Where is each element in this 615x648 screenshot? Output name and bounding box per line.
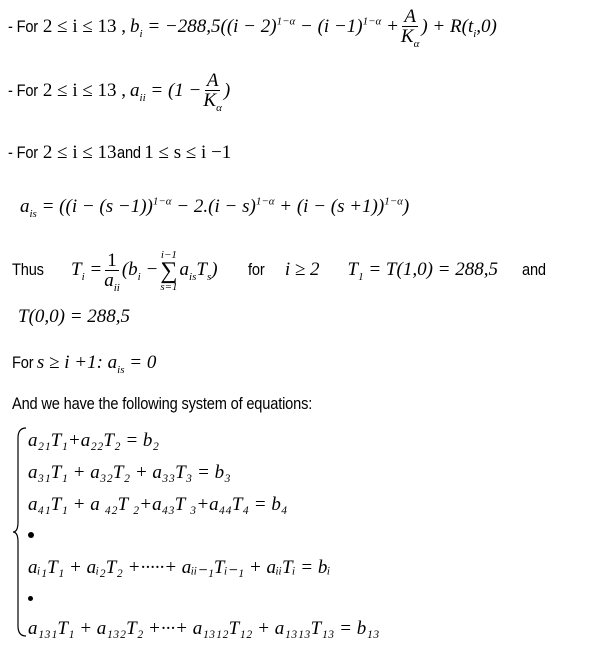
system-eq-i: aᵢ₁T₁ + aᵢ₂T₂ +·····+ aᵢᵢ₋₁Tᵢ₋₁ + aᵢᵢTᵢ = bᵢ (28, 557, 331, 578)
system-eq-1: a₂₁T₁+a₂₂T₂ = b₂ (28, 430, 160, 451)
t1-value: = T(1,0) = 288,5 (363, 259, 498, 281)
line3-label: - For (8, 143, 39, 162)
bullet-dot (28, 596, 33, 601)
a-ii-symbol: a (130, 79, 140, 101)
fraction-a-over-k: $\frac{A}{K_\alpha}$ (400, 6, 420, 50)
a-is-symbol: a (20, 196, 30, 217)
thus-label: Thus (12, 260, 44, 280)
line7-label: For (12, 353, 34, 372)
t00-value: T(0,0) = 288,5 (18, 306, 131, 327)
fraction-a-over-k-2: $\frac{A}{K_\alpha}$ (203, 70, 222, 114)
summation-symbol: i−1 ∑ s=1 (160, 249, 178, 293)
equation-a-is: $a_{is} = ((i - (s -1))^{1-\alpha} - 2.(i - s)^{1-\alpha} + (i - (s +1))^{1-\alpha})$ (20, 195, 410, 220)
line1-tail: ) + R(t (421, 15, 474, 37)
for-label: for (247, 260, 265, 280)
line1-eq-rest: = −288,5((i − 2) (142, 15, 277, 37)
system-eq-2: a₃₁T₁ + a₃₂T₂ + a₃₃T₃ = b₃ (28, 462, 231, 483)
line1-mid: − (i −1) (295, 15, 363, 37)
line1-label: - For (8, 16, 39, 36)
and-label: and (521, 260, 546, 280)
line2-range: 2 ≤ i ≤ 13 , (42, 79, 127, 101)
range-condition (8, 142, 231, 164)
line1-exp1: 1−α (276, 15, 296, 28)
equation-t-i: Thus $T_i$ = $\frac{1}{a_{ii}}$ ($b_i$ − i−1 ∑ s=1 $a_{is}T_s$) for i ≥ 2 $T_1 = T(1,0) = 288,5$ and (12, 249, 546, 294)
b-symbol: b (130, 15, 140, 37)
condition-i-ge-2: i ≥ 2 (284, 259, 320, 281)
line2-label: - For (8, 80, 39, 100)
fraction-1-over-a-ii: $\frac{1}{a_{ii}}$ (104, 249, 120, 294)
line2-eq: = (1 − (145, 79, 202, 101)
line3-range: 2 ≤ i ≤ 13 (42, 142, 117, 163)
line1-range: 2 ≤ i ≤ 13 , (42, 15, 127, 37)
line1-tail-end: ,0) (476, 15, 497, 37)
line3-range2: 1 ≤ s ≤ i −1 (144, 142, 232, 163)
line1-plus: + (381, 15, 399, 37)
system-eq-3: a₄₁T₁ + a ₄₂T ₂+a₄₃T ₃+a₄₄T₄ = b₄ (28, 494, 288, 515)
bullet-dot (28, 532, 34, 538)
system-eq-13: a₁₃₁T₁ + a₁₃₂T₂ +···+ a₁₃₁₂T₁₂ + a₁₃₁₃T₁₃ = b₁₃ (28, 618, 380, 639)
equation-b-i: - For2 ≤ i ≤ 13 , $b_i = -288,5((i - 2)^{1-\alpha} - (i -1)^{1-\alpha}$ + $\frac{A}{K_\alpha}$ ) + $R(t_i,0)$ (8, 6, 497, 50)
condition-s-ge-i-plus-1: Fors ≥ i +1: $a_{is} = 0$ (12, 352, 157, 376)
system-intro: And we have the following system of equations: (12, 394, 313, 413)
left-brace-icon (12, 426, 28, 638)
line1-exp2: 1−α (362, 15, 382, 28)
equation-a-ii: - For2 ≤ i ≤ 13 , $a_{ii} = (1$ − $\frac{A}{K_\alpha}$ ) (8, 70, 231, 114)
line3-and: and (116, 143, 141, 162)
